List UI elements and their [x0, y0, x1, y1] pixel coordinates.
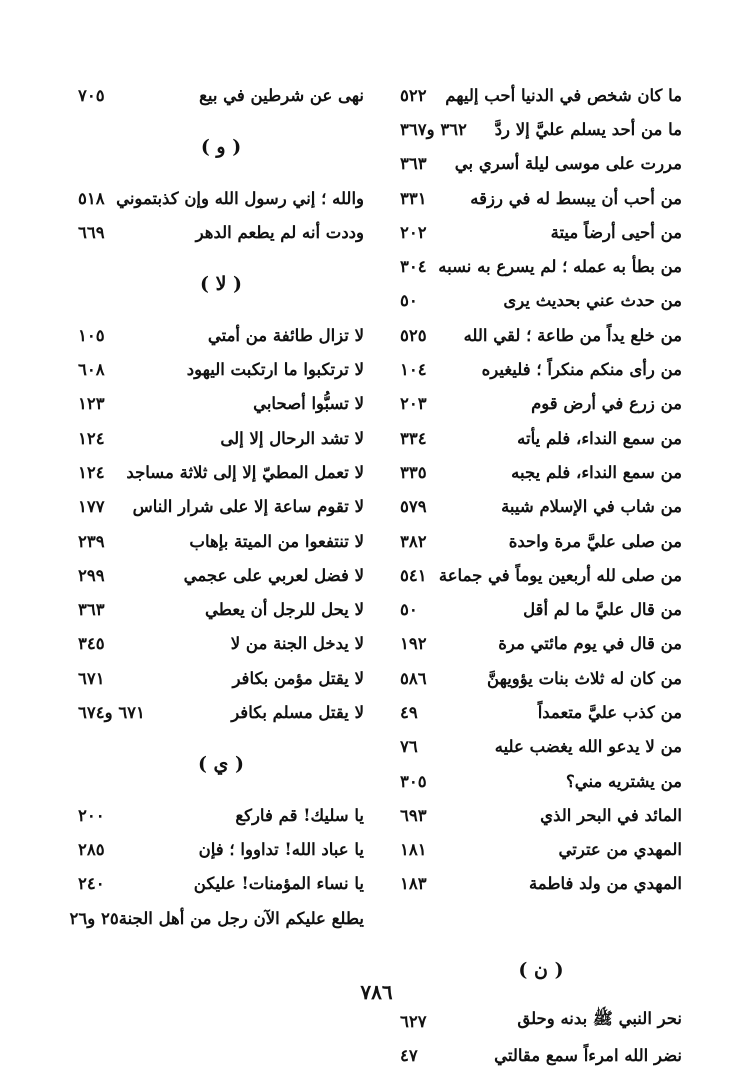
entry-text: ما كان شخص في الدنيا أحب إليهم [445, 85, 682, 105]
entry-page-number: ٣٣٤ [400, 428, 427, 448]
entry-page-number: ٧٦ [400, 737, 418, 757]
entry-page-number: ٥٧٩ [400, 497, 427, 517]
entry-page-number: ١٢٤ [78, 428, 105, 448]
entry-page-number: ٢٨٥ [78, 840, 105, 860]
index-entry [400, 352, 682, 386]
entry-text: من زرع في أرض قوم [531, 394, 682, 414]
entry-page-number: ٧٠٥ [78, 85, 105, 105]
entry-text: لا يقتل مؤمن بكافر [232, 668, 364, 688]
entry-page-number: ١٨١ [400, 840, 427, 860]
left-waw-entries [78, 181, 364, 250]
entry-text: من صلى لله أربعين يوماً في جماعة [438, 565, 682, 585]
entry-text: ما من أحد يسلم عليَّ إلا ردَّ [494, 119, 682, 139]
index-entry [78, 490, 364, 524]
entry-text: لا يقتل مسلم بكافر [231, 702, 364, 722]
entry-page-number: ٣٣١ [400, 188, 427, 208]
index-entry [400, 284, 682, 318]
spacer [400, 901, 682, 935]
entry-text: لا تزال طائفة من أمتي [207, 325, 364, 345]
entry-text: من سمع النداء، فلم يجبه [511, 462, 682, 482]
index-entry [400, 249, 682, 283]
entry-text: يا سليك! قم فاركع [235, 805, 364, 825]
index-entry [78, 592, 364, 626]
index-entry [400, 1038, 682, 1072]
index-entry [78, 318, 364, 352]
entry-page-number: ١٢٣ [78, 394, 105, 414]
index-entry [400, 318, 682, 352]
index-entry [400, 798, 682, 832]
entry-text: من أحب أن يبسط له في رزقه [470, 188, 682, 208]
index-entry [78, 455, 364, 489]
entry-page-number: ١٨٣ [400, 874, 427, 894]
entry-page-number: ٣٠٥ [400, 771, 427, 791]
index-entry [78, 558, 364, 592]
entry-text: يطلع عليكم الآن رجل من أهل الجنة [118, 908, 364, 928]
index-entry [400, 730, 682, 764]
entry-text: من يشتريه مني؟ [565, 771, 682, 791]
index-entry [78, 524, 364, 558]
entry-page-number: ١٠٥ [78, 325, 105, 345]
entry-text: المائد في البحر الذي [540, 805, 682, 825]
entry-page-number: ٥٨٦ [400, 668, 427, 688]
section-heading-ya: ( ي ) [197, 752, 245, 775]
page-number: ٧٨٦ [360, 980, 393, 1004]
left-top-entries [78, 78, 364, 112]
index-entry [400, 627, 682, 661]
entry-text: لا تنتفعوا من الميتة بإهاب [189, 531, 364, 551]
index-entry [400, 524, 682, 558]
entry-page-number: ٤٩ [400, 702, 418, 722]
index-entry [400, 78, 682, 112]
entry-text: لا تقوم ساعة إلا على شرار الناس [132, 497, 364, 517]
left-column [69, 78, 364, 935]
entry-text: نضر الله امرءاً سمع مقالتي [494, 1045, 682, 1065]
entry-text: يا عباد الله! تداووا ؛ فإن [198, 840, 364, 860]
index-entry [400, 695, 682, 729]
entry-text: من بطأ به عمله ؛ لم يسرع به نسبه [438, 257, 682, 277]
entry-page-number: ٥٤١ [400, 565, 427, 585]
entry-page-number: ٦٦٩ [78, 222, 105, 242]
index-entry [400, 558, 682, 592]
entry-page-number: ٤٧ [400, 1045, 418, 1065]
index-entry [78, 661, 364, 695]
entry-page-number: ٢٠٠ [78, 805, 105, 825]
entry-text: من خلع يداً من طاعة ؛ لقي الله [463, 325, 682, 345]
entry-text: لا تعمل المطيّ إلا إلى ثلاثة مساجد [126, 462, 364, 482]
entry-text: لا يحل للرجل أن يعطي [205, 600, 364, 620]
entry-text: لا تشد الرحال إلا إلى [220, 428, 364, 448]
entry-page-number: ٦٠٨ [78, 360, 105, 380]
index-entry [400, 490, 682, 524]
index-entry [400, 1004, 682, 1038]
section-heading-waw: ( و ) [200, 135, 242, 158]
index-entry [69, 901, 364, 935]
entry-page-number: ٥٢٥ [400, 325, 427, 345]
index-entry [400, 867, 682, 901]
entry-page-number: ٢٥ و٢٦ [69, 908, 119, 928]
entry-text: من لا يدعو الله يغضب عليه [494, 737, 682, 757]
entry-page-number: ١٩٢ [400, 634, 427, 654]
index-entry [400, 455, 682, 489]
index-entry [400, 833, 682, 867]
index-entry [78, 421, 364, 455]
entry-page-number: ٥٠ [400, 291, 418, 311]
entry-text: من حدث عني بحديث يرى [503, 291, 682, 311]
entry-page-number: ٥٠ [400, 600, 418, 620]
index-entry [78, 627, 364, 661]
index-entry [400, 215, 682, 249]
left-lamalif-entries [78, 318, 364, 730]
entry-text: من صلى عليَّ مرة واحدة [508, 531, 682, 551]
entry-page-number: ٥٢٢ [400, 85, 427, 105]
section-heading-lamalif: ( لا ) [199, 272, 243, 295]
entry-text: والله ؛ إني رسول الله وإن كذبتموني [116, 188, 364, 208]
index-entry [78, 387, 364, 421]
entry-text: يا نساء المؤمنات! عليكن [193, 874, 364, 894]
entry-text: من رأى منكم منكراً ؛ فليغيره [481, 360, 682, 380]
entry-page-number: ١٧٧ [78, 497, 105, 517]
entry-page-number: ٦٩٣ [400, 805, 427, 825]
entry-text: من أحيى أرضاً ميتة [550, 222, 682, 242]
index-entry [400, 592, 682, 626]
entry-text: نهى عن شرطين في بيع [199, 85, 364, 105]
entry-text: نحر النبي ﷺ بدنه وحلق [517, 1009, 682, 1029]
entry-page-number: ٦٧١ و٦٧٤ [78, 702, 145, 722]
index-entry [400, 764, 682, 798]
entry-text: مررت على موسى ليلة أسري بي [454, 154, 682, 174]
index-entry [78, 215, 364, 249]
entry-page-number: ٦٧١ [78, 668, 105, 688]
entry-page-number: ٢٤٠ [78, 874, 105, 894]
entry-text: من قال عليَّ ما لم أقل [523, 600, 682, 620]
right-column [400, 78, 682, 1073]
entry-page-number: ٣٣٥ [400, 462, 427, 482]
index-entry [78, 798, 364, 832]
entry-text: وددت أنه لم يطعم الدهر [195, 222, 364, 242]
index-entry [400, 387, 682, 421]
entry-page-number: ٢٠٢ [400, 222, 427, 242]
entry-text: لا فضل لعربي على عجمي [183, 565, 364, 585]
entry-page-number: ٣٨٢ [400, 531, 427, 551]
entry-text: لا تسبُّوا أصحابي [253, 394, 364, 414]
entry-page-number: ٥١٨ [78, 188, 105, 208]
entry-page-number: ٣٦٣ [78, 600, 105, 620]
entry-page-number: ١٠٤ [400, 360, 427, 380]
index-entry [78, 352, 364, 386]
entry-text: لا ترتكبوا ما ارتكبت اليهود [186, 360, 364, 380]
entry-text: المهدي من عترتي [558, 840, 682, 860]
entry-text: من سمع النداء، فلم يأته [517, 428, 682, 448]
entry-text: لا يدخل الجنة من لا [230, 634, 364, 654]
entry-text: من شاب في الإسلام شيبة [501, 497, 682, 517]
index-entry [400, 421, 682, 455]
index-entry [78, 695, 364, 729]
entry-page-number: ١٢٤ [78, 462, 105, 482]
entry-text: من كان له ثلاث بنات يؤويهنَّ [487, 668, 682, 688]
index-entry [78, 78, 364, 112]
index-entry [400, 147, 682, 181]
entry-page-number: ٣٦٣ [400, 154, 427, 174]
entry-page-number: ٣٠٤ [400, 257, 427, 277]
entry-page-number: ٢٩٩ [78, 565, 105, 585]
index-entry [400, 112, 682, 146]
index-entry [78, 867, 364, 901]
index-entry [78, 833, 364, 867]
entry-text: من كذب عليَّ متعمداً [537, 702, 682, 722]
entry-page-number: ٣٤٥ [78, 634, 105, 654]
index-entry [400, 181, 682, 215]
right-entries-nun [400, 1004, 682, 1073]
entry-text: المهدي من ولد فاطمة [528, 874, 682, 894]
left-ya-entries [69, 798, 364, 935]
entry-page-number: ٢٣٩ [78, 531, 105, 551]
entry-page-number: ٣٦٢ و٣٦٧ [400, 119, 467, 139]
entry-page-number: ٢٠٣ [400, 394, 427, 414]
index-entry [78, 181, 364, 215]
section-heading-nun: ( ن ) [518, 958, 564, 981]
entry-page-number: ٦٢٧ [400, 1011, 427, 1031]
entry-text: من قال في يوم مائتي مرة [498, 634, 682, 654]
right-entries [400, 78, 682, 901]
index-entry [400, 661, 682, 695]
